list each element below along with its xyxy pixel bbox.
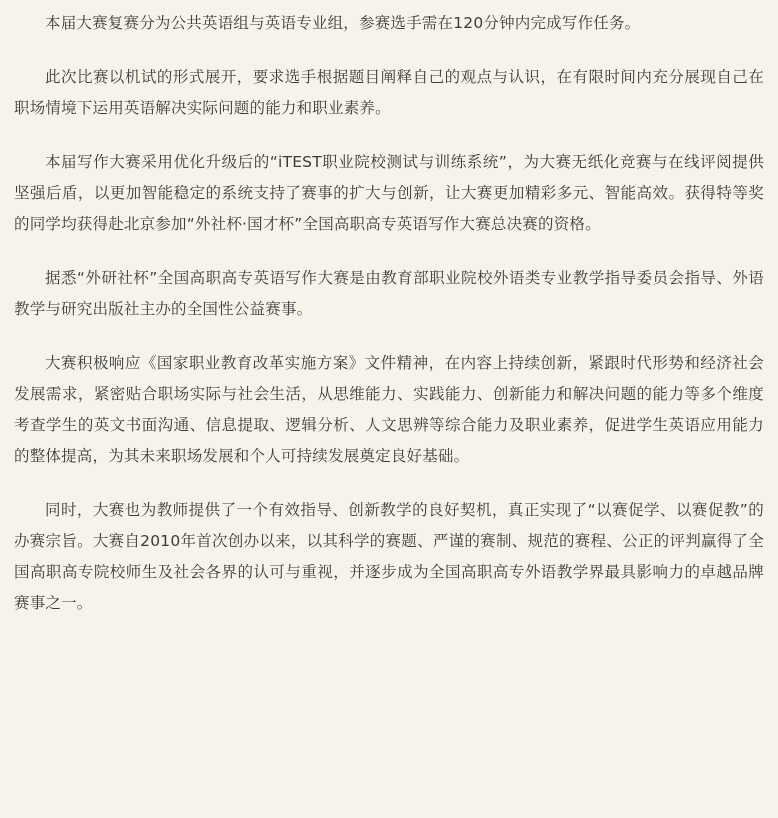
paragraph-itest-system: 本届写作大赛采用优化升级后的“iTEST职业院校测试与训练系统”，为大赛无纸化竞赛与在线评阅提供坚强后盾，以更加智能稳定的系统支持了赛事的扩大与创新，让大赛更加精彩多元、智能高效。获得特等奖的同学均获得赴北京参加“外社杯·国才杯”全国高职高专英语写作大赛总决赛的资格。 — [14, 153, 764, 233]
paragraph-semifinal-groups: 本届大赛复赛分为公共英语组与英语专业组，参赛选手需在120分钟内完成写作任务。 — [45, 14, 641, 32]
paragraph-competition-goals: 大赛积极响应《国家职业教育改革实施方案》文件精神，在内容上持续创新，紧跟时代形势和经济社会发展需求，紧密贴合职场实际与社会生活，从思维能力、实践能力、创新能力和解决问题的能力等多个维度考查学生的英文书面沟通、信息提取、逻辑分析、人文思辨等综合能力及职业素养，促进学生英语应用能力的整体提高，为其未来职场发展和个人可持续发展奠定良好基础。 — [14, 354, 764, 465]
paragraph-competition-organizers: 据悉“外研社杯”全国高职高专英语写作大赛是由教育部职业院校外语类专业教学指导委员会指导、外语教学与研究出版社主办的全国性公益赛事。 — [14, 269, 764, 318]
paragraph-computer-test: 此次比赛以机试的形式展开，要求选手根据题目阐释自己的观点与认识，在有限时间内充分展现自己在职场情境下运用英语解决实际问题的能力和职业素养。 — [14, 68, 764, 117]
paragraph-teaching-opportunity: 同时，大赛也为教师提供了一个有效指导、创新教学的良好契机，真正实现了“以赛促学、以赛促教”的办赛宗旨。大赛自2010年首次创办以来，以其科学的赛题、严谨的赛制、规范的赛程、公正的评判赢得了全国高职高专院校师生及社会各界的认可与重视，并逐步成为全国高职高专外语教学界最具影响力的卓越品牌赛事之一。 — [14, 501, 764, 612]
